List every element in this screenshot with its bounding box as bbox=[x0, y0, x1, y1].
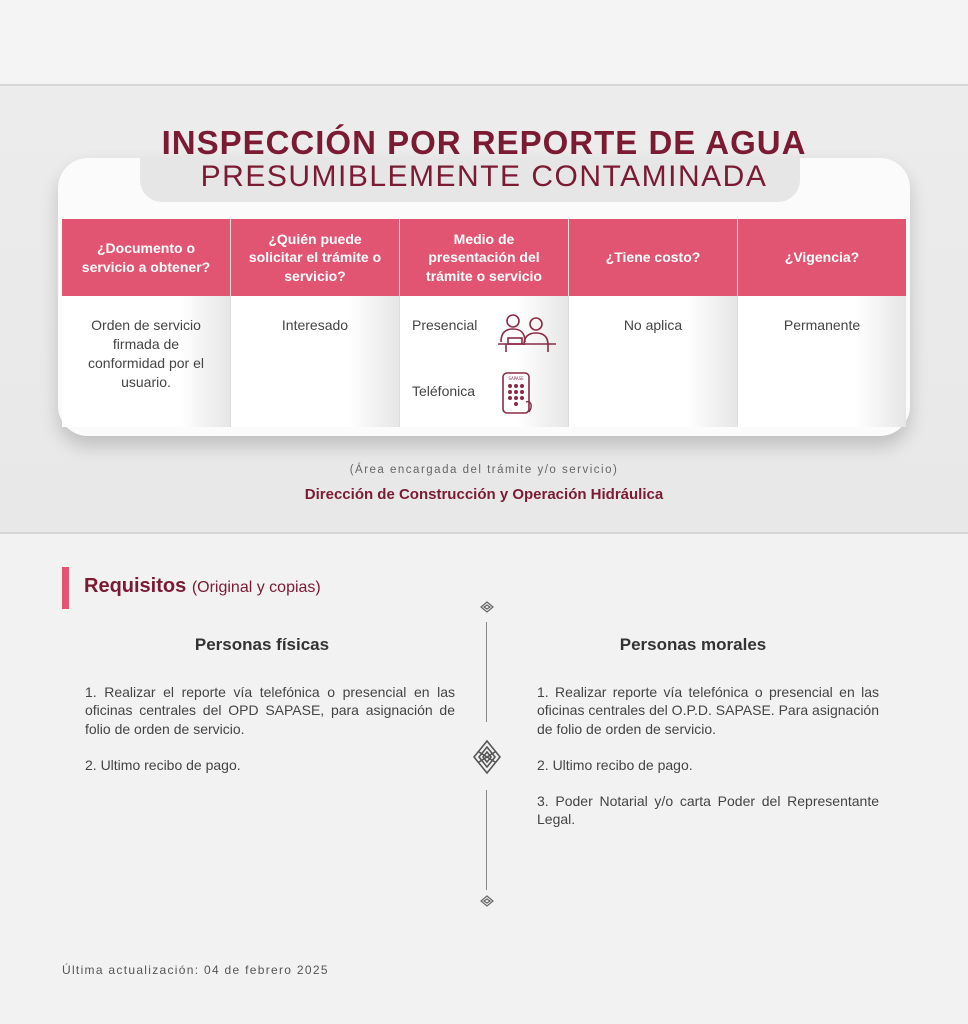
morales-item-3: 3. Poder Notarial y/o carta Poder del Representante Legal. bbox=[537, 793, 879, 828]
column-value: Permanente bbox=[738, 296, 906, 427]
column-value: Orden de servicio firmada de conformidad por el usuario. bbox=[62, 296, 230, 427]
page-title: INSPECCIÓN POR REPORTE DE AGUA bbox=[161, 124, 807, 161]
column-header: ¿Tiene costo? bbox=[569, 219, 737, 296]
column-costo bbox=[568, 219, 737, 427]
column-divider bbox=[486, 790, 487, 890]
column-header: ¿Quién puede solicitar el trámite o servicio? bbox=[231, 219, 399, 296]
people-at-desk-icon bbox=[496, 312, 558, 359]
responsible-area-name: Dirección de Construcción y Operación Hidráulica bbox=[304, 486, 664, 503]
phone-screen-label: SAPASE bbox=[508, 376, 524, 381]
fisicas-item-2: 2. Ultimo recibo de pago. bbox=[85, 757, 241, 773]
column-value: No aplica bbox=[569, 296, 737, 427]
column-value-medio bbox=[400, 296, 568, 427]
page-top-background bbox=[0, 0, 968, 84]
column-header: ¿Vigencia? bbox=[738, 219, 906, 296]
medio-telefonica: Teléfonica bbox=[412, 383, 476, 399]
page-subtitle: PRESUMIBLEMENTE CONTAMINADA bbox=[200, 160, 768, 193]
column-vigencia bbox=[737, 219, 906, 427]
section-accent-bar bbox=[62, 567, 69, 609]
column-header: ¿Documento o servicio a obtener? bbox=[62, 219, 230, 296]
divider-top-ornament-icon bbox=[480, 600, 494, 618]
morales-item-2: 2. Ultimo recibo de pago. bbox=[537, 757, 693, 773]
requisitos-subtitle: (Original y copias) bbox=[191, 579, 321, 596]
column-divider bbox=[486, 622, 487, 722]
personas-morales-heading: Personas morales bbox=[619, 635, 767, 654]
responsible-area-label: (Área encargada del trámite y/o servicio) bbox=[349, 464, 619, 476]
column-quien bbox=[230, 219, 399, 427]
divider-bottom-ornament-icon bbox=[480, 894, 494, 912]
medio-presencial: Presencial bbox=[412, 317, 478, 333]
requisitos-title: Requisitos bbox=[84, 575, 187, 597]
column-medio bbox=[399, 219, 568, 427]
personas-fisicas-heading: Personas físicas bbox=[194, 635, 330, 654]
requisitos-heading bbox=[84, 575, 321, 598]
last-updated: Última actualización: 04 de febrero 2025 bbox=[62, 963, 329, 977]
info-table bbox=[62, 219, 906, 427]
mobile-phone-icon bbox=[500, 372, 534, 421]
column-value: Interesado bbox=[231, 296, 399, 427]
divider-center-ornament-icon bbox=[473, 740, 501, 779]
column-documento bbox=[62, 219, 230, 427]
morales-item-1: 1. Realizar reporte vía telefónica o presencial en las oficinas centrales del O.P.D. SAPASE. Para asignación de folio de orden de servicio. bbox=[537, 684, 879, 737]
column-header: Medio de presentación del trámite o servicio bbox=[400, 219, 568, 296]
fisicas-item-1: 1. Realizar el reporte vía telefónica o presencial en las oficinas centrales del OPD SAPASE, para asignación de folio de orden de servicio. bbox=[85, 684, 455, 737]
